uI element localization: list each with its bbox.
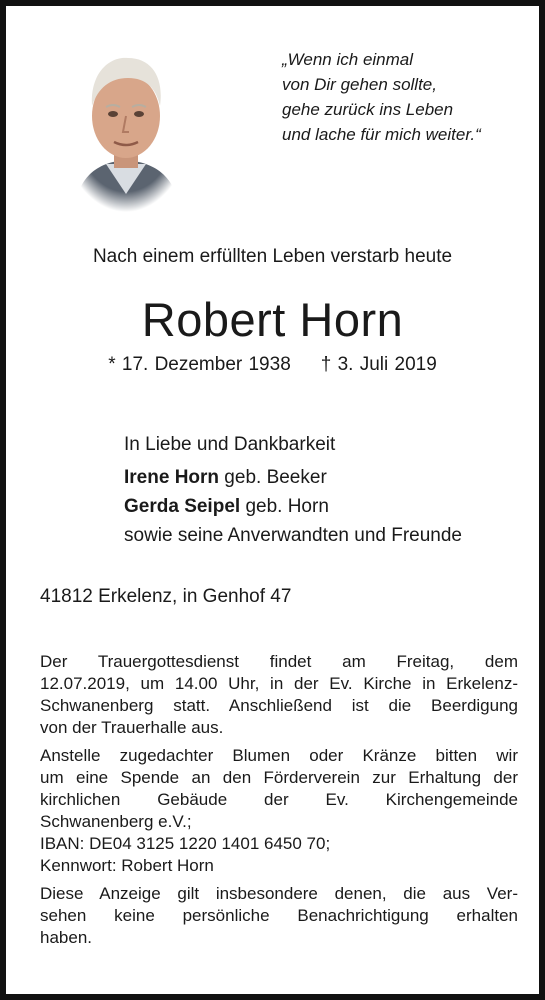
text-line: Schwanenberg e.V.;	[40, 812, 192, 831]
details-text	[40, 651, 518, 955]
text-line: Der Trauergottesdienst findet am Freitag, dem	[40, 652, 518, 671]
birth-date: * 17. Dezember 1938	[108, 354, 291, 375]
text-line: kirchlichen Gebäude der Ev. Kirchengemeinde	[40, 790, 518, 809]
text-line: Diese Anzeige gilt insbesondere denen, die aus Ver-	[40, 884, 518, 903]
mourner-name: Gerda Seipel	[124, 496, 241, 517]
mourners-others: sowie seine Anverwandten und Freunde	[124, 525, 463, 546]
text-line: um eine Spende an den Förderverein zur Erhaltung der	[40, 768, 518, 787]
intro-line: Nach einem erfüllten Leben verstarb heute	[92, 246, 453, 267]
text-line: Schwanenberg statt. Anschließend ist die Beerdigung	[40, 696, 518, 715]
mourner-name: Irene Horn	[124, 467, 220, 488]
text-line: haben.	[40, 928, 92, 947]
notice-paragraph	[40, 883, 518, 949]
quote-line: gehe zurück ins Leben	[282, 100, 454, 119]
mourner-note: geb. Horn	[240, 496, 329, 517]
text-line: von der Trauerhalle aus.	[40, 718, 224, 737]
life-dates	[6, 354, 539, 376]
donation-paragraph	[40, 745, 518, 877]
address: 41812 Erkelenz, in Genhof 47	[40, 586, 292, 607]
quote-line: von Dir gehen sollte,	[282, 75, 437, 94]
text-line: Anstelle zugedachter Blumen oder Kränze bitten wir	[40, 746, 518, 765]
death-date: † 3. Juli 2019	[320, 354, 437, 375]
iban-line: IBAN: DE04 3125 1220 1401 6450 70;	[40, 834, 331, 853]
quote-line: „Wenn ich einmal	[282, 50, 414, 69]
text-line: 12.07.2019, um 14.00 Uhr, in der Ev. Kirche in Erkelenz-	[40, 674, 518, 693]
mourner-note: geb. Beeker	[219, 467, 327, 488]
mourner-line	[124, 492, 534, 521]
mourner-line	[124, 463, 534, 492]
quote-line: und lache für mich weiter.“	[282, 125, 481, 144]
mourners-block	[124, 430, 534, 550]
mourners-intro: In Liebe und Dankbarkeit	[124, 434, 336, 455]
keyword-line: Kennwort: Robert Horn	[40, 856, 214, 875]
service-paragraph	[40, 651, 518, 739]
portrait-photo	[66, 44, 186, 212]
text-line: sehen keine persönliche Benachrichtigung erhalten	[40, 906, 518, 925]
deceased-name: Robert Horn	[141, 293, 404, 346]
epigraph-quote	[282, 47, 532, 147]
